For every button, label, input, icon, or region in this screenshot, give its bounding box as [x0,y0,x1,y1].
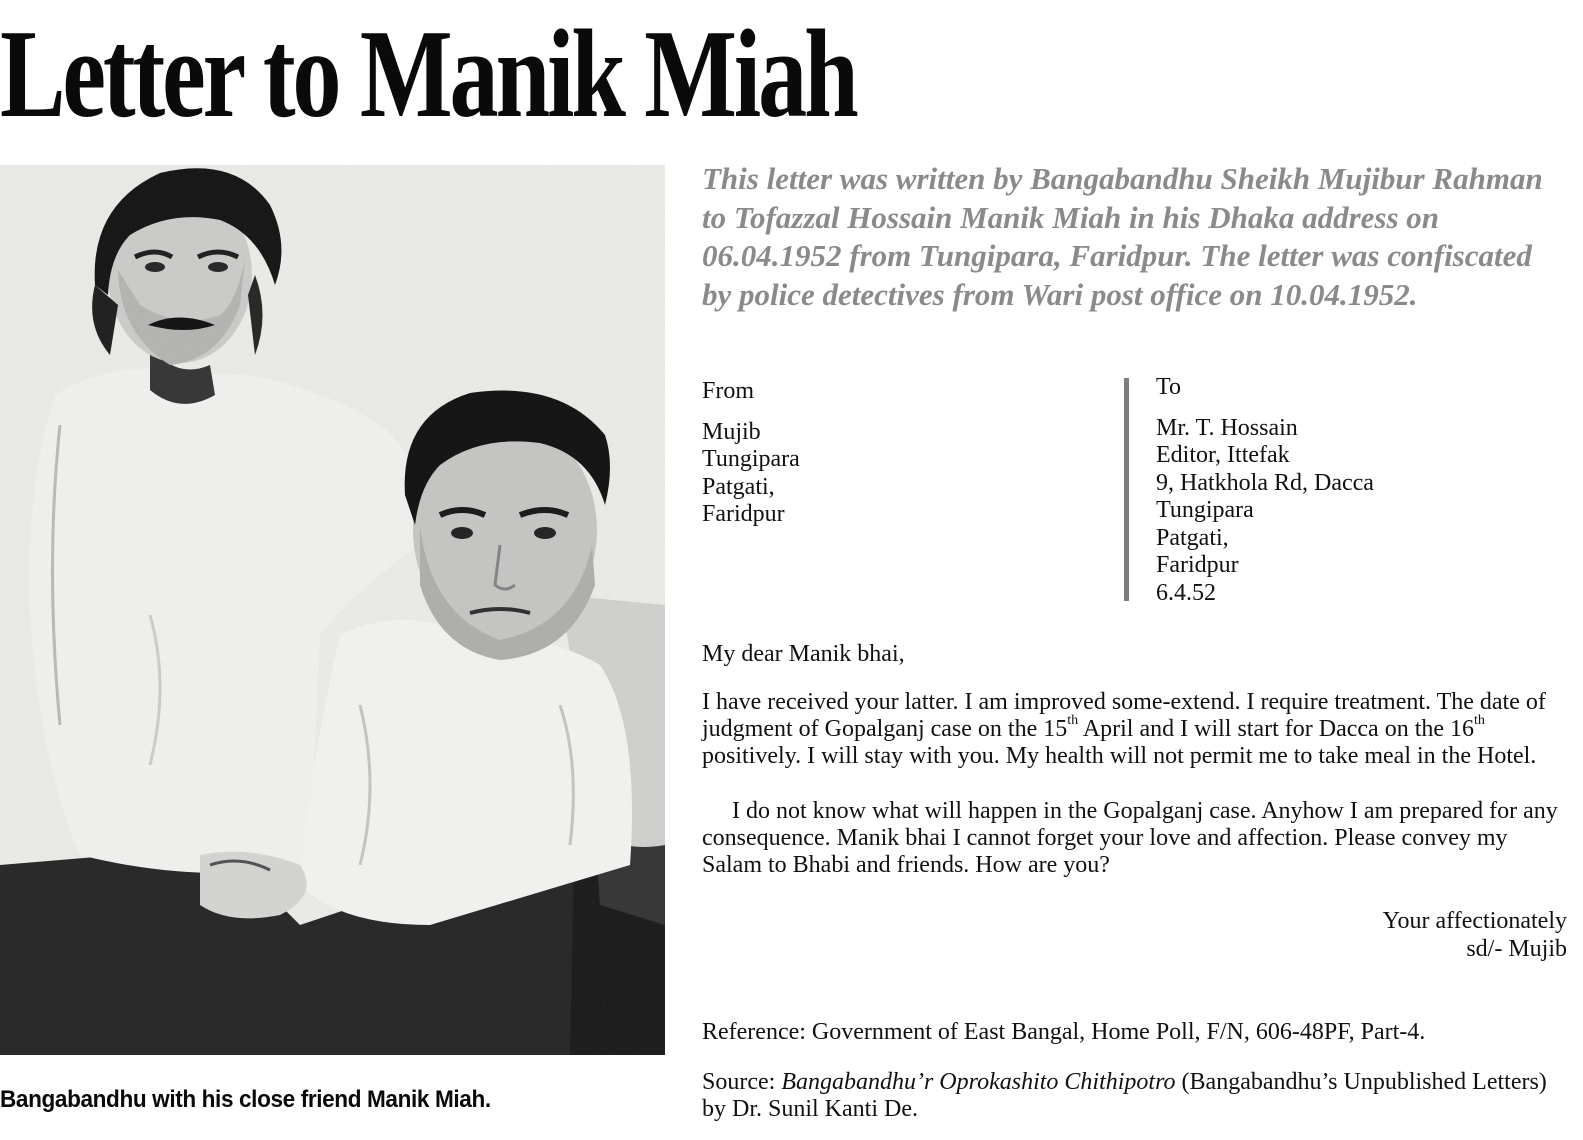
source-book-title: Bangabandhu’r Oprokashito Chithipotro [781,1069,1176,1095]
paragraph-text: positively. I will stay with you. My health will not permit me to take meal in the Hotel. [702,743,1537,770]
to-line: Faridpur [1156,552,1239,578]
letter-salutation: My dear Manik bhai, [702,641,905,667]
portrait-photo [0,165,665,1055]
paragraph-text: I do not know what will happen in the Gopalganj case. Anyhow I am prepared for any consequence. Manik bhai I cannot forget your love and affection. Please convey my Salam to Bhabi and friends. How are you? [702,798,1558,879]
letter-date: 6.4.52 [1156,579,1216,606]
from-line: Faridpur [702,501,785,527]
photo-caption: Bangabandhu with his close friend Manik Miah. [0,1086,491,1113]
ordinal-suffix: th [1067,713,1079,729]
to-line: Tungipara [1156,497,1254,523]
to-label: To [1156,374,1181,400]
from-line: Tungipara [702,446,800,472]
page-title: Letter to Manik Miah [0,5,856,144]
recipient-address [1156,374,1374,607]
ordinal-suffix: th [1474,713,1485,729]
letter-signoff [1383,908,1567,963]
letter-closing: Your affectionately [1382,908,1567,934]
source-prefix: Source: [702,1069,782,1095]
to-line: Patgati, [1156,524,1229,551]
paragraph-text: April and I will start for Dacca on the 16 [1078,716,1475,743]
paragraph-text: I have received your latter. I am improved some-extend. I require treatment. The date of judgment of Gopalganj case on the 15 [702,689,1546,743]
from-line: Patgati, [702,473,775,500]
source-suffix: (Bangabandhu’s Unpublished Letters) by Dr. Sunil Kanti De. [702,1069,1547,1123]
source-note [702,1069,1572,1123]
to-line: 9, Hatkhola Rd, Dacca [1156,469,1374,496]
to-line: Mr. T. Hossain [1156,414,1298,441]
from-line: Mujib [702,418,761,445]
sender-address [702,378,800,529]
address-divider [1124,378,1129,601]
from-label: From [702,378,755,404]
letter-paragraph-1 [702,689,1572,771]
intro-text: This letter was written by Bangabandhu Sheikh Mujibur Rahman to Tofazzal Hossain Manik Miah in his Dhaka address on 06.04.1952 from Tungipara, Faridpur. The letter was confiscated by police detectives from Wari post office on 10.04.1952. [702,161,1543,312]
reference-note: Reference: Government of East Bangal, Home Poll, F/N, 606-48PF, Part-4. [702,1019,1426,1045]
to-line: Editor, Ittefak [1156,442,1290,468]
letter-signature: sd/- Mujib [1466,935,1567,962]
letter-paragraph-2 [702,798,1572,880]
photo-illustration [0,165,665,1055]
